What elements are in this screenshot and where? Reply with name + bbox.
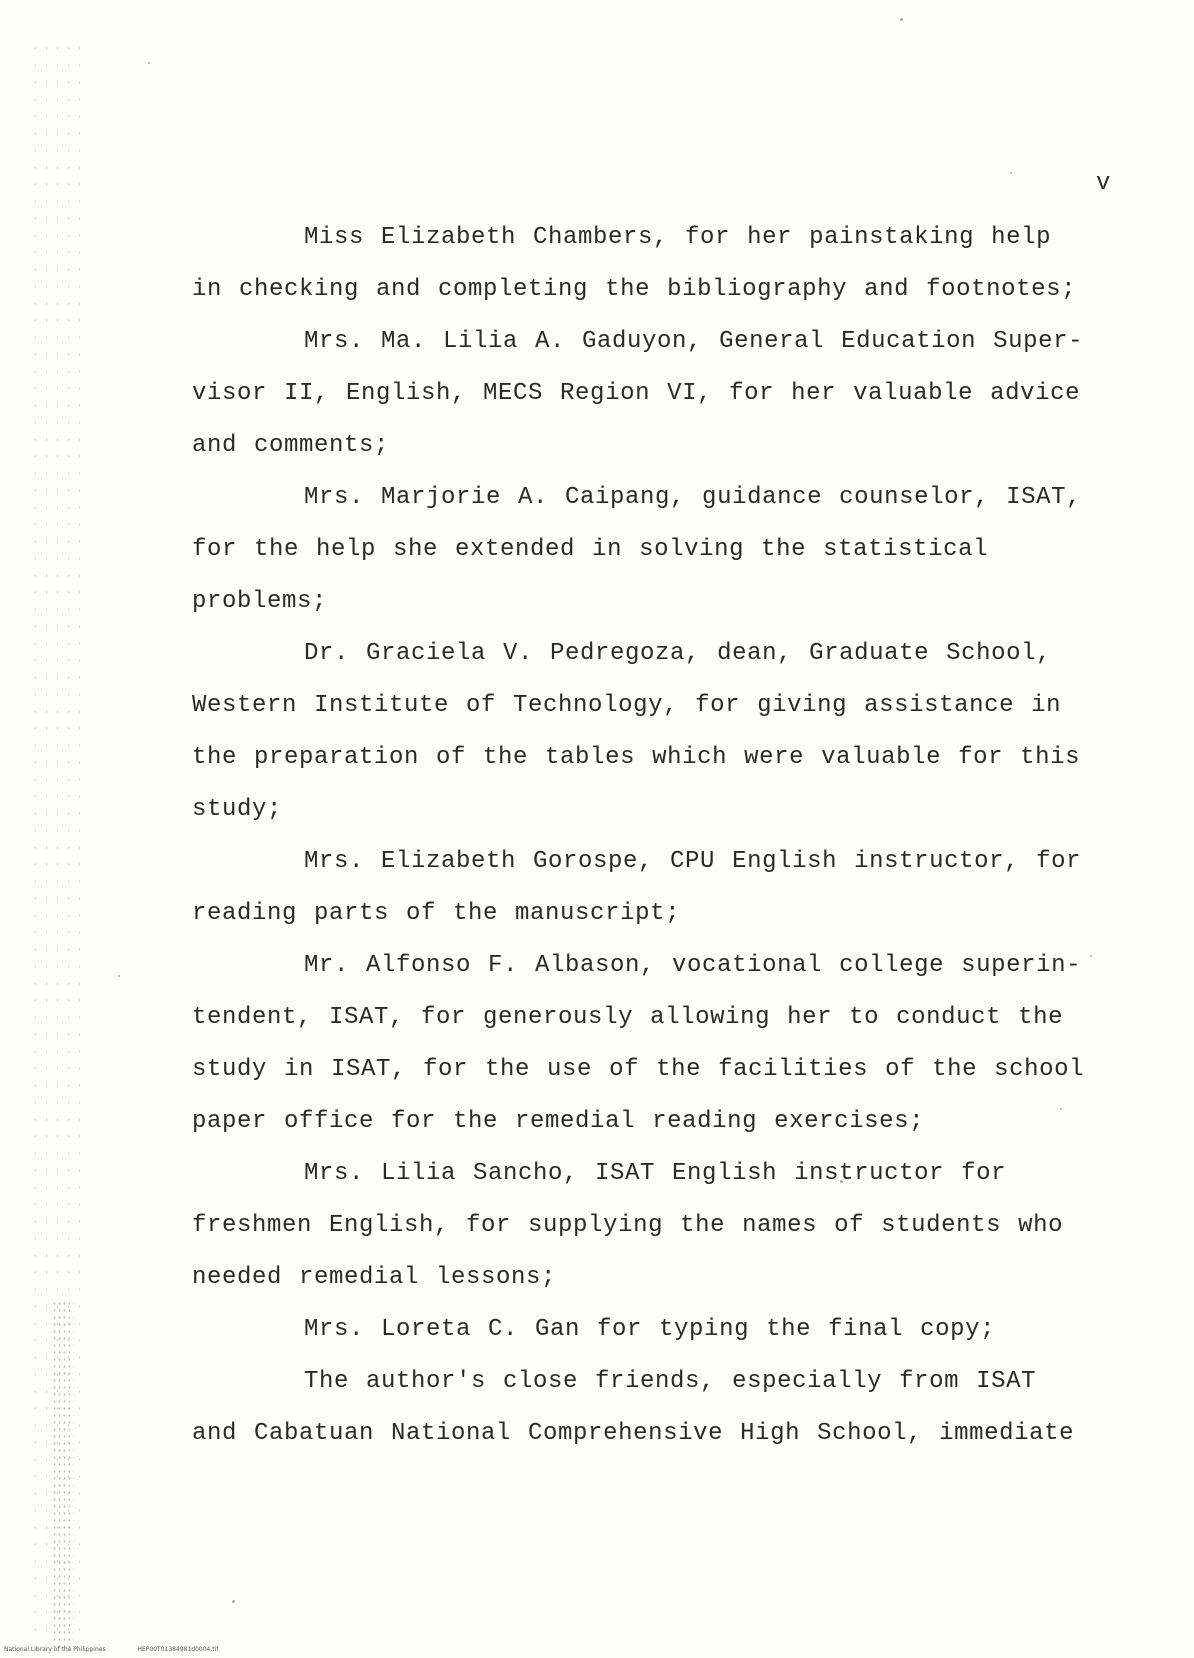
text-line: Mrs. Lilia Sancho, ISAT English instructor for — [304, 1160, 1007, 1187]
text-line: for the help she extended in solving the statistical — [192, 536, 989, 563]
text-line: Dr. Graciela V. Pedregoza, dean, Graduate School, — [304, 640, 1052, 667]
text-line: Mrs. Ma. Lilia A. Gaduyon, General Education Super- — [304, 328, 1084, 355]
text-line: Mr. Alfonso F. Albason, vocational college superin- — [304, 952, 1082, 979]
text-line: study; — [192, 796, 283, 823]
text-line: paper office for the remedial reading exercises; — [192, 1108, 925, 1135]
text-line: study in ISAT, for the use of the facilities of the school — [192, 1056, 1085, 1083]
scan-speckle — [1010, 172, 1012, 174]
scan-footer — [4, 1646, 218, 1654]
text-line: Western Institute of Technology, for giving assistance in — [192, 692, 1062, 719]
text-line: visor II, English, MECS Region VI, for her valuable advice — [192, 380, 1081, 407]
scan-speckle — [232, 1600, 235, 1603]
text-line: tendent, ISAT, for generously allowing her to conduct the — [192, 1004, 1064, 1031]
text-line: The author's close friends, especially from ISAT — [304, 1368, 1037, 1395]
scan-library-label: National Library of the Philippines — [4, 1646, 106, 1653]
text-line: and comments; — [192, 432, 390, 459]
scan-speckle — [118, 975, 120, 977]
scan-file-id: HEP00T01384981d0004.tif — [137, 1646, 219, 1653]
text-line: needed remedial lessons; — [192, 1264, 557, 1291]
text-line: and Cabatuan National Comprehensive High School, immediate — [192, 1420, 1075, 1447]
acknowledgment-text — [192, 212, 1132, 1460]
text-line: Mrs. Elizabeth Gorospe, CPU English instructor, for — [304, 848, 1082, 875]
text-line: in checking and completing the bibliography and footnotes; — [192, 276, 1077, 303]
page-number: v — [1096, 170, 1111, 197]
text-line: reading parts of the manuscript; — [192, 900, 681, 927]
text-line: Miss Elizabeth Chambers, for her painstaking help — [304, 224, 1052, 251]
text-line: freshmen English, for supplying the names of students who — [192, 1212, 1064, 1239]
scan-speckle — [148, 62, 150, 64]
text-line: Mrs. Marjorie A. Caipang, guidance counselor, ISAT, — [304, 484, 1082, 511]
text-line: problems; — [192, 588, 328, 615]
scan-margin-noise — [52, 1300, 74, 1650]
scan-speckle — [900, 18, 903, 21]
text-line: Mrs. Loreta C. Gan for typing the final copy; — [304, 1316, 996, 1343]
text-line: the preparation of the tables which were valuable for this — [192, 744, 1081, 771]
